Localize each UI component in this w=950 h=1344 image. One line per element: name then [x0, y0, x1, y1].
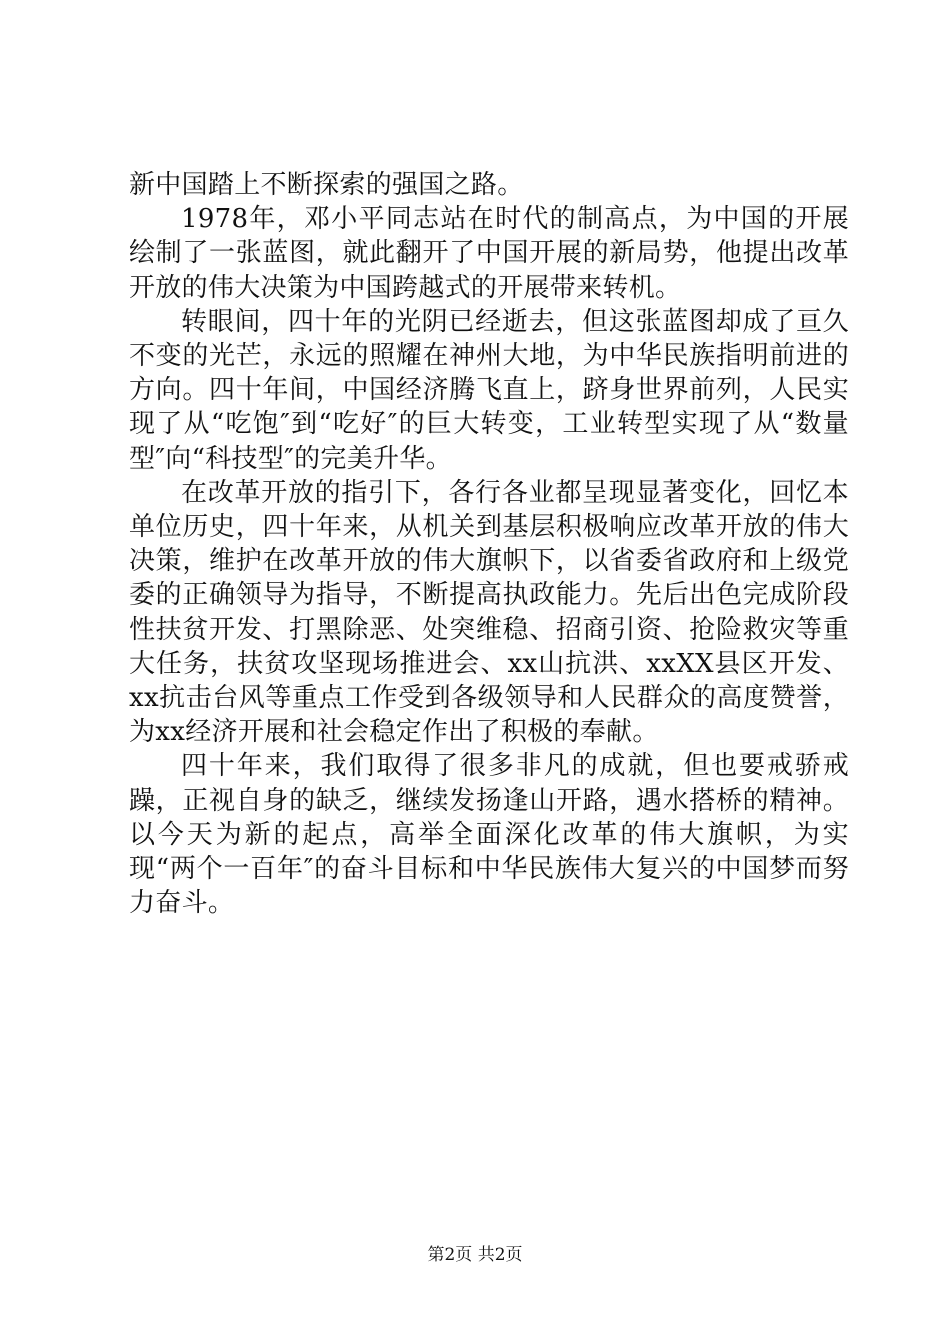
paragraph-3: 转眼间，四十年的光阴已经逝去，但这张蓝图却成了亘久不变的光芒，永远的照耀在神州大地，为中华民族指明前进的方向。四十年间，中国经济腾飞直上，跻身世界前列，人民实现了从“吃饱″到“吃好″的巨大转变，工业转型实现了从“数量型″向“科技型″的完美升华。 [129, 306, 849, 474]
paragraph-1: 新中国踏上不断探索的强国之路。 [129, 170, 524, 200]
paragraph-5: 四十年来，我们取得了很多非凡的成就，但也要戒骄戒躁，正视自身的缺乏，继续发扬逢山开路，遇水搭桥的精神。以今天为新的起点，高举全面深化改革的伟大旗帜，为实现“两个一百年″的奋斗目标和中华民族伟大复兴的中国梦而努力奋斗。 [129, 751, 849, 919]
paragraph-4: 在改革开放的指引下，各行各业都呈现显著变化，回忆本单位历史，四十年来，从机关到基层积极响应改革开放的伟大决策，维护在改革开放的伟大旗帜下，以省委省政府和上级党委的正确领导为指导，不断提高执政能力。先后出色完成阶段性扶贫开发、打黑除恶、处突维稳、招商引资、抢险救灾等重大任务，扶贫攻坚现场推进会、xx山抗洪、xxXX县区开发、xx抗击台风等重点工作受到各级领导和人民群众的高度赞誉，为xx经济开展和社会稳定作出了积极的奉献。 [129, 477, 849, 748]
document-body [129, 168, 849, 920]
page-number-label: 第2页 共2页 [427, 1245, 523, 1265]
page-footer [0, 1244, 950, 1266]
paragraph-2: 1978年，邓小平同志站在时代的制高点，为中国的开展绘制了一张蓝图，就此翻开了中国开展的新局势，他提出改革开放的伟大决策为中国跨越式的开展带来转机。 [129, 204, 849, 303]
